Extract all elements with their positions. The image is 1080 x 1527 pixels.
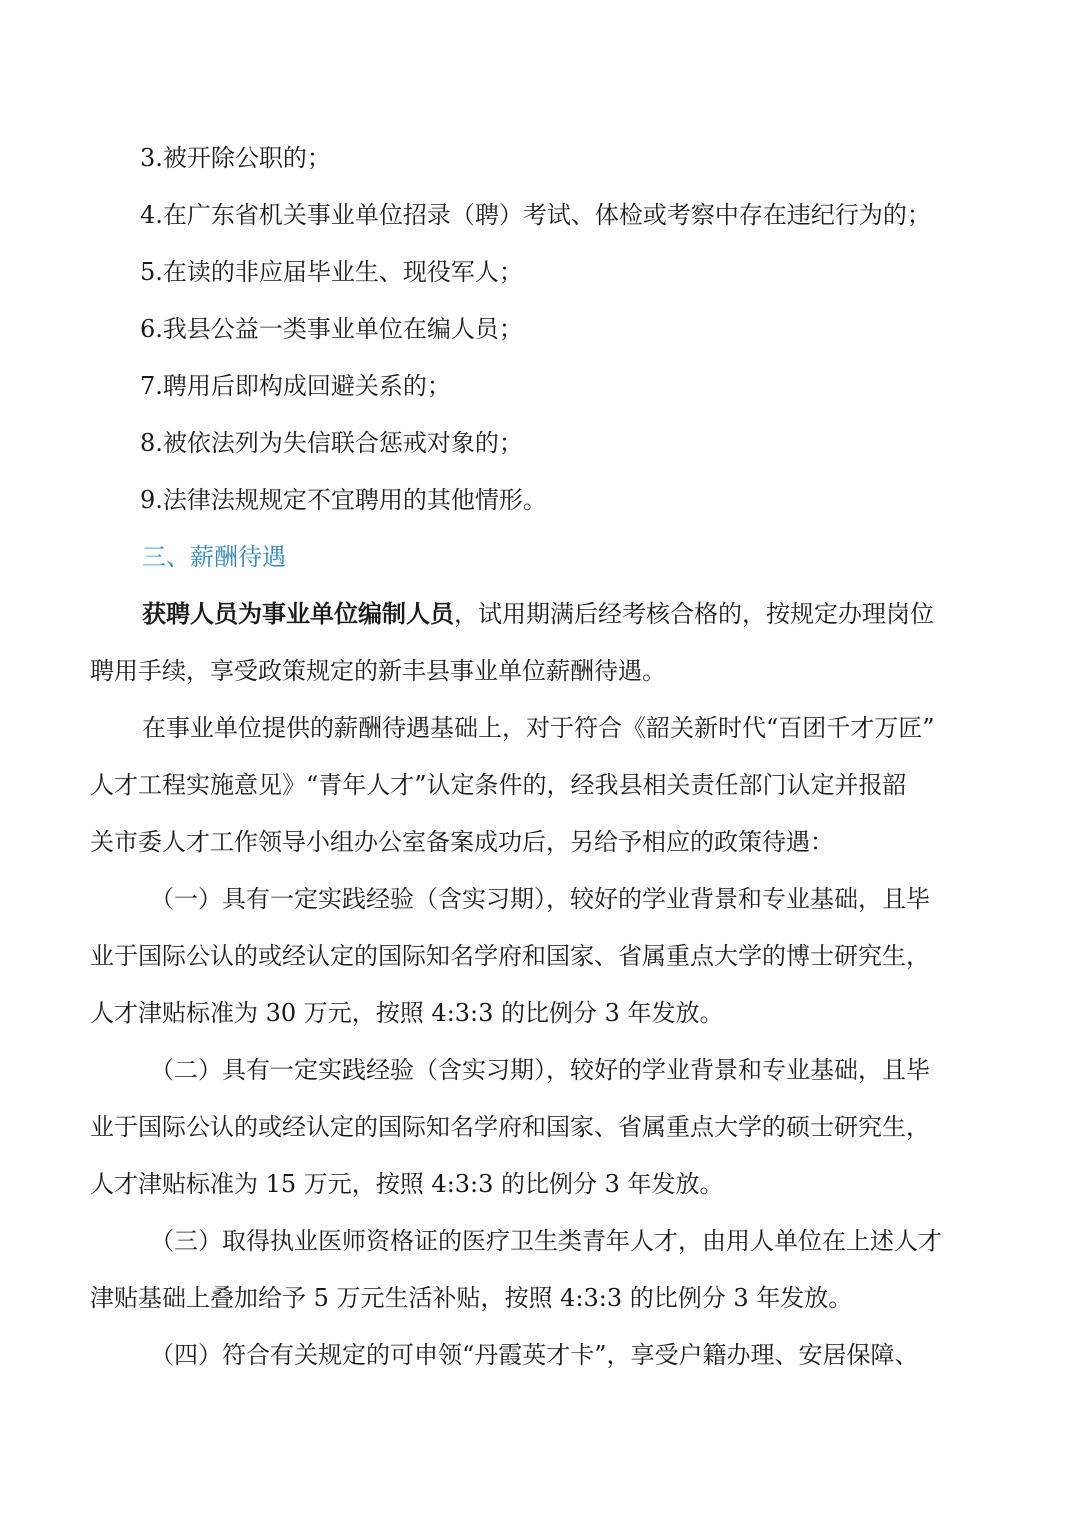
paragraph-line: 人才工程实施意见》“青年人才”认定条件的，经我县相关责任部门认定并报韶 (90, 771, 907, 799)
paragraph-line: 关市委人才工作领导小组办公室备案成功后，另给予相应的政策待遇： (90, 828, 834, 856)
paragraph-line: （四）符合有关规定的可申领“丹霞英才卡”，享受户籍办理、安居保障、 (150, 1341, 919, 1369)
paragraph-text: ，试用期满后经考核合格的，按规定办理岗位 (454, 600, 934, 628)
paragraph-line: 聘用手续，享受政策规定的新丰县事业单位薪酬待遇。 (90, 657, 666, 685)
bold-lead: 获聘人员为事业单位编制人员 (142, 599, 454, 628)
list-item: 9.法律法规规定不宜聘用的其他情形。 (140, 486, 547, 514)
paragraph-line: 在事业单位提供的薪酬待遇基础上，对于符合《韶关新时代“百团千才万匠” (142, 714, 935, 742)
list-item: 6.我县公益一类事业单位在编人员； (140, 315, 523, 343)
paragraph-line (0, 594, 1080, 634)
paragraph-line: （三）取得执业医师资格证的医疗卫生类青年人才，由用人单位在上述人才 (150, 1227, 942, 1255)
paragraph-line: 人才津贴标准为 15 万元，按照 4:3:3 的比例分 3 年发放。 (90, 1170, 724, 1198)
list-item: 7.聘用后即构成回避关系的； (140, 372, 451, 400)
paragraph-line: 人才津贴标准为 30 万元，按照 4:3:3 的比例分 3 年发放。 (90, 999, 724, 1027)
list-item: 3.被开除公职的； (140, 144, 331, 172)
list-item: 4.在广东省机关事业单位招录（聘）考试、体检或考察中存在违纪行为的； (140, 201, 931, 229)
paragraph-line: 业于国际公认的或经认定的国际知名学府和国家、省属重点大学的博士研究生， (90, 942, 930, 970)
paragraph-line: （一）具有一定实践经验（含实习期），较好的学业背景和专业基础，且毕 (150, 885, 930, 913)
list-item: 5.在读的非应届毕业生、现役军人； (140, 258, 523, 286)
paragraph-line: 津贴基础上叠加给予 5 万元生活补贴，按照 4:3:3 的比例分 3 年发放。 (90, 1284, 853, 1312)
list-item: 8.被依法列为失信联合惩戒对象的； (140, 429, 523, 457)
section-heading: 三、薪酬待遇 (142, 543, 286, 571)
paragraph-line: （二）具有一定实践经验（含实习期），较好的学业背景和专业基础，且毕 (150, 1056, 930, 1084)
paragraph-line: 业于国际公认的或经认定的国际知名学府和国家、省属重点大学的硕士研究生， (90, 1113, 930, 1141)
